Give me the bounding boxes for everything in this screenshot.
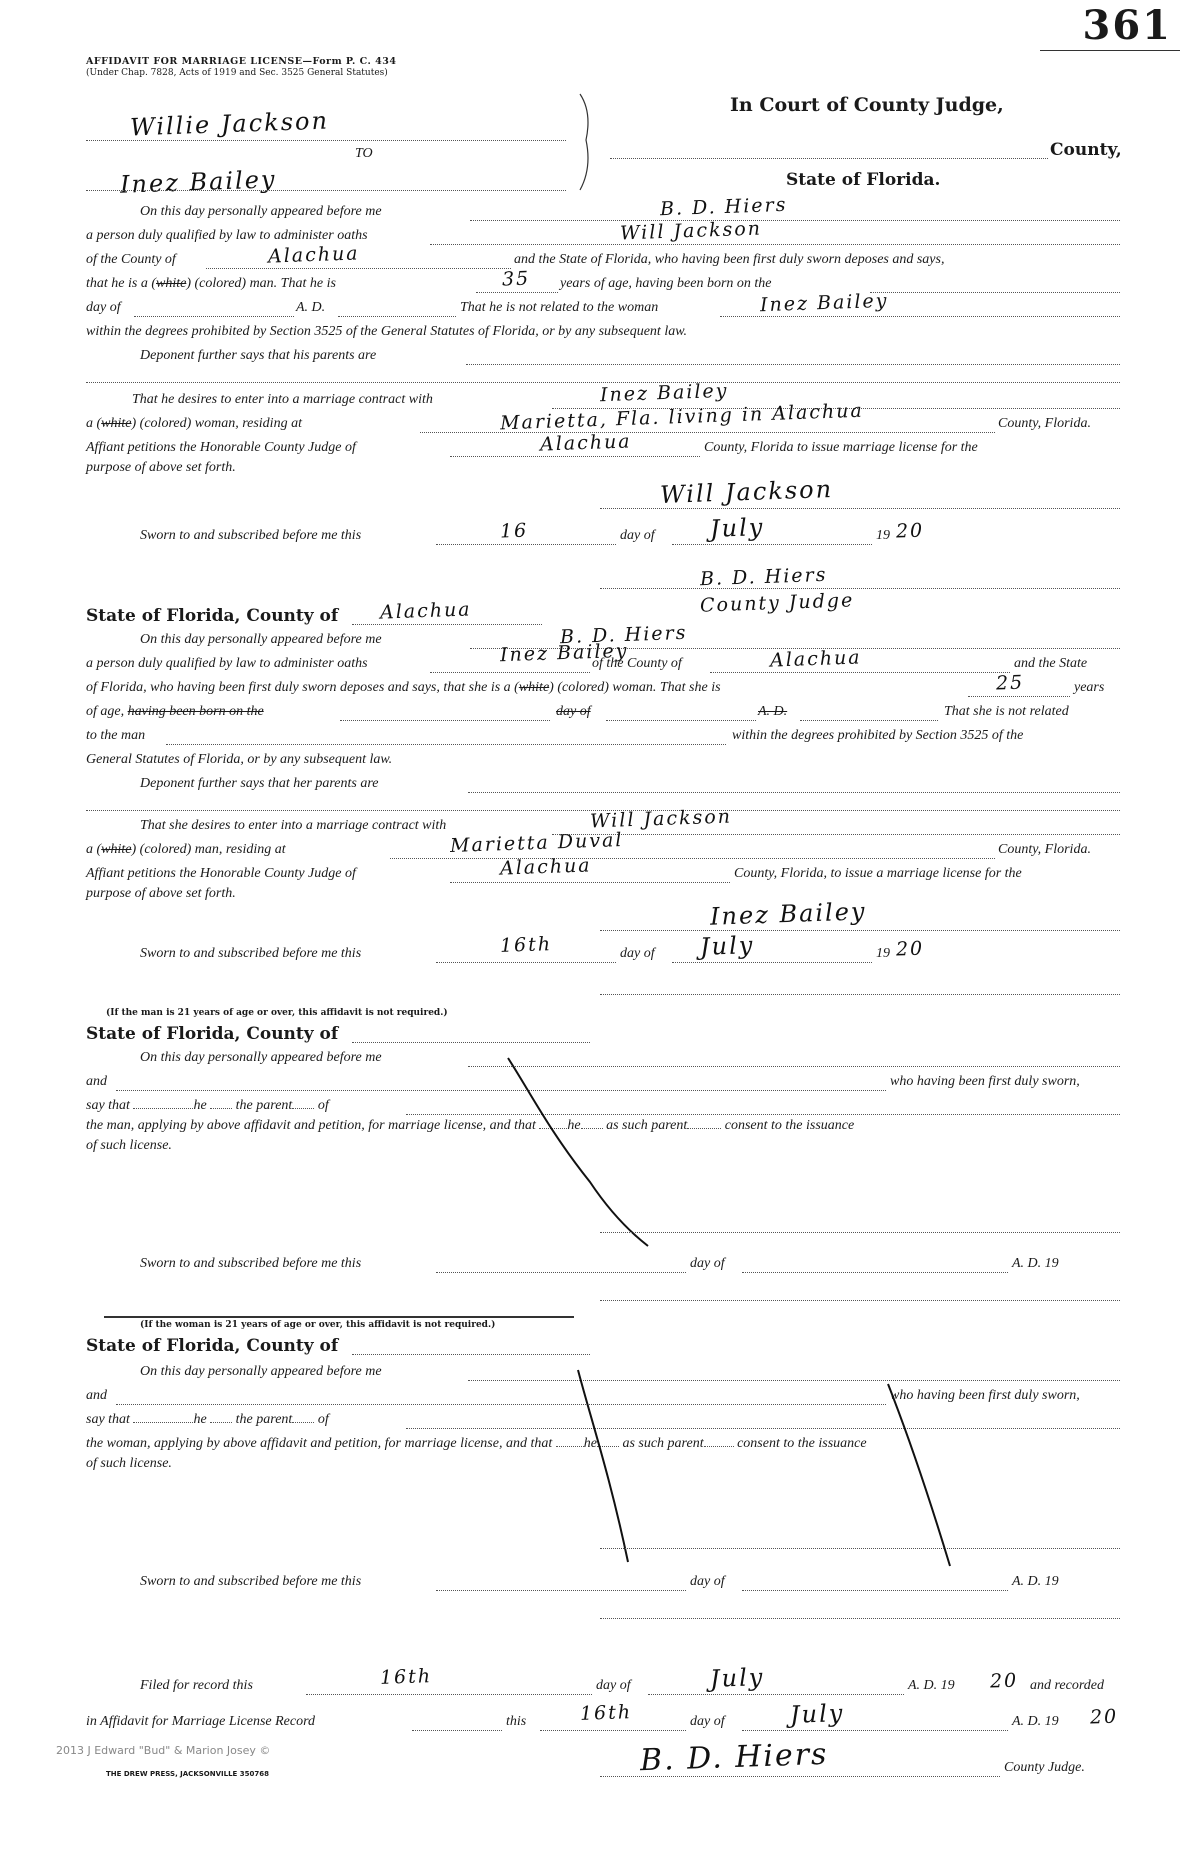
groom-residence: Marietta, Fla. living in Alachua — [499, 399, 865, 435]
groom-l5c: That he is not related to the woman — [460, 300, 659, 315]
bride-month: July — [699, 931, 755, 961]
bride-county: Alachua — [379, 598, 472, 624]
groom-line1 — [140, 204, 382, 220]
groom-l4b: ) (colored) man. That he is — [186, 276, 336, 291]
groom-l5b: A. D. — [296, 300, 326, 315]
filing-judge-line — [600, 1776, 1000, 1777]
bride-county2-line — [710, 672, 1010, 673]
bride-line4 — [86, 704, 264, 720]
groom-line4 — [86, 276, 336, 292]
parent-woman-judge-line — [600, 1618, 1120, 1619]
bride-line9 — [86, 842, 286, 858]
parent-woman-void-mark-1 — [570, 1366, 660, 1566]
bride-l5b: within the degrees prohibited by Section 3525 of the — [732, 728, 1024, 743]
groom-l9a: a ( — [86, 416, 102, 431]
groom-parents-line — [466, 364, 1120, 365]
parent-man-sworn: Sworn to and subscribed before me this — [140, 1256, 362, 1271]
bride-l8: That she desires to enter into a marriage contract with — [140, 818, 447, 833]
parent-woman-l1: On this day personally appeared before me — [140, 1364, 382, 1379]
parent-man-l3 — [86, 1098, 329, 1114]
parent-woman-l4 — [86, 1436, 867, 1452]
parent-woman-l3-gap3 — [292, 1422, 314, 1423]
groom-line — [86, 140, 566, 141]
bride-judge-county: Alachua — [499, 854, 592, 880]
filing-day2: 16th — [579, 1701, 633, 1725]
filing-l3: County Judge. — [1004, 1760, 1085, 1775]
to-label: TO — [355, 146, 373, 161]
parent-woman-l5: of such license. — [86, 1456, 172, 1471]
bride-sworn-day: 16th — [499, 933, 553, 957]
filing-l1d: and recorded — [1030, 1678, 1104, 1693]
bride-officer: B. D. Hiers — [559, 621, 688, 649]
parent-man-l3-gap3 — [292, 1108, 314, 1109]
bride-signature-line — [600, 930, 1120, 931]
bride-residence: Marietta Duval — [449, 828, 624, 858]
bride-l4b: day of — [556, 704, 591, 719]
court-heading: In Court of County Judge, — [730, 94, 1004, 116]
state-heading: State of Florida. — [786, 170, 941, 190]
bride-l3c: years — [1074, 680, 1105, 695]
parent-man-l4d: consent to the issuance — [724, 1118, 855, 1133]
parent-man-heading: State of Florida, County of — [86, 1024, 339, 1044]
groom-l10a: Affiant petitions the Honorable County Judge of — [86, 440, 356, 455]
bride-l11: purpose of above set forth. — [86, 886, 236, 901]
groom-sworn-day: 16 — [499, 519, 529, 543]
parent-woman-l3-gap1 — [133, 1422, 193, 1423]
parent-woman-l3 — [86, 1412, 329, 1428]
bride-born-line — [340, 720, 550, 721]
bride-l9a: a ( — [86, 842, 102, 857]
groom-month: July — [709, 513, 765, 543]
bride-man-line — [166, 744, 726, 745]
groom-judgecounty-line — [450, 456, 700, 457]
parent-man-l3-gap1 — [133, 1108, 193, 1109]
filing-day1: 16th — [379, 1665, 433, 1689]
filing-l1a: Filed for record this — [140, 1678, 253, 1693]
page-number-underline — [1040, 50, 1180, 51]
form-subtitle: (Under Chap. 7828, Acts of 1919 and Sec. 3525 General Statutes) — [86, 68, 388, 78]
groom-parents-line2 — [86, 382, 1120, 383]
groom-county-line — [206, 268, 511, 269]
groom-affiant-line — [430, 244, 1120, 245]
parent-woman-dayof: day of — [690, 1574, 725, 1589]
groom-l1-text: On this day personally appeared before me — [140, 204, 382, 219]
parent-woman-ad: A. D. 19 — [1012, 1574, 1059, 1589]
parent-man-note: (If the man is 21 years of age or over, this affidavit is not required.) — [106, 1008, 448, 1018]
parent-man-ad: A. D. 19 — [1012, 1256, 1059, 1271]
parent-man-l4 — [86, 1118, 854, 1134]
groom-name: Willie Jackson — [129, 106, 330, 142]
bride-residence-line — [390, 858, 995, 859]
filing-day2-line — [540, 1730, 686, 1731]
groom-sworn: Sworn to and subscribed before me this — [140, 528, 362, 543]
parent-man-sworn-line — [436, 1272, 686, 1273]
parent-woman-l4b: he — [583, 1436, 597, 1451]
bride-year-prefix: 19 — [876, 946, 890, 961]
parent-woman-l3d: of — [317, 1412, 329, 1427]
groom-year-prefix: 19 — [876, 528, 890, 543]
groom-county-label: of the County of — [86, 252, 176, 267]
filing-l2a: in Affidavit for Marriage License Record — [86, 1714, 316, 1729]
parent-man-l2b: who having been first duly sworn, — [890, 1074, 1080, 1089]
groom-white-strike2: white — [101, 416, 132, 431]
parent-man-l3a: say that — [86, 1098, 130, 1113]
bride-age: 25 — [995, 671, 1025, 695]
groom-line3b: and the State of Florida, who having been first duly sworn deposes and says, — [514, 252, 945, 267]
filing-l2a-line — [412, 1730, 502, 1731]
bride-l1: On this day personally appeared before me — [140, 632, 382, 647]
groom-affiant: Will Jackson — [619, 217, 763, 245]
groom-l4a: that he is a ( — [86, 276, 156, 291]
parent-man-l4c: as such parent — [606, 1118, 688, 1133]
bride-judgecounty-line — [450, 882, 730, 883]
bride-l3b: ) (colored) woman. That she is — [549, 680, 721, 695]
printer-mark: THE DREW PRESS, JACKSONVILLE 350768 — [106, 1770, 269, 1778]
parent-man-void-mark — [500, 1052, 660, 1252]
parent-woman-l3c: the parent — [235, 1412, 293, 1427]
bride-l4-strike: having been born on the — [127, 704, 264, 719]
groom-judge-signature: B. D. Hiers — [699, 563, 828, 591]
parent-woman-l4a: the woman, applying by above affidavit and petition, for marriage license, and that — [86, 1436, 553, 1451]
bride-contract-with: Will Jackson — [589, 805, 733, 833]
parent-woman-l3-gap2 — [210, 1422, 232, 1423]
form-title: AFFIDAVIT FOR MARRIAGE LICENSE—Form P. C. 434 — [86, 56, 397, 67]
filing-day1-line — [306, 1694, 592, 1695]
bride-l5a: to the man — [86, 728, 146, 743]
groom-l8: That he desires to enter into a marriage contract with — [132, 392, 433, 407]
filing-l2b: this — [506, 1714, 527, 1729]
groom-l9c: County, Florida. — [998, 416, 1091, 431]
bride-line3 — [86, 680, 721, 696]
filing-l1c: A. D. 19 — [908, 1678, 955, 1693]
county-label: County, — [1050, 140, 1122, 160]
bride-l10a: Affiant petitions the Honorable County Judge of — [86, 866, 356, 881]
groom-contract-with: Inez Bailey — [599, 379, 729, 407]
parent-man-l4b: he — [567, 1118, 581, 1133]
parent-man-county-line — [352, 1042, 590, 1043]
groom-l11: purpose of above set forth. — [86, 460, 236, 475]
filing-l2d: A. D. 19 — [1012, 1714, 1059, 1729]
parent-woman-month-line — [742, 1590, 1008, 1591]
groom-year: 20 — [895, 519, 925, 543]
groom-l4c: years of age, having been born on the — [560, 276, 772, 291]
groom-l7: Deponent further says that his parents are — [140, 348, 377, 363]
groom-l10b: County, Florida to issue marriage license for the — [704, 440, 978, 455]
bride-affiant-line — [430, 672, 590, 673]
parent-woman-sworn-line — [436, 1590, 686, 1591]
parent-man-l3b: he — [193, 1098, 207, 1113]
parent-woman-l2-line — [116, 1404, 886, 1405]
copyright: 2013 J Edward "Bud" & Marion Josey © — [56, 1744, 271, 1757]
parent-woman-sig-line — [600, 1548, 1120, 1549]
bride-l9c: County, Florida. — [998, 842, 1091, 857]
groom-woman: Inez Bailey — [759, 289, 889, 317]
bride-white-strike2: white — [101, 842, 132, 857]
parent-woman-void-mark-2 — [880, 1380, 970, 1570]
groom-signature: Will Jackson — [659, 474, 834, 510]
filing-judge-signature: B. D. Hiers — [639, 1736, 829, 1779]
parent-woman-l4-gap3 — [704, 1446, 734, 1447]
filing-l2c: day of — [690, 1714, 725, 1729]
groom-line2: a person duly qualified by law to administer oaths — [86, 228, 368, 243]
bride-dayof-line — [606, 720, 756, 721]
parent-woman-l1-line — [468, 1380, 1120, 1381]
groom-l6: within the degrees prohibited by Section 3525 of the General Statutes of Florida, or by any subsequent law. — [86, 324, 688, 339]
bride-l2c: and the State — [1014, 656, 1088, 671]
parent-man-l4a: the man, applying by above affidavit and petition, for marriage license, and that — [86, 1118, 536, 1133]
parent-woman-l2b: who having been first duly sworn, — [890, 1388, 1080, 1403]
bride-ad-line — [800, 720, 938, 721]
parent-man-l2a: and — [86, 1074, 107, 1089]
bride-l4c: A. D. — [758, 704, 788, 719]
groom-officer-line — [470, 220, 1120, 221]
groom-age: 35 — [501, 267, 531, 291]
name-bracket — [578, 92, 598, 192]
groom-judge-title: County Judge — [699, 589, 855, 617]
bride-county-line — [352, 624, 542, 625]
filing-month1-line — [648, 1694, 904, 1695]
groom-judge-line — [600, 588, 1120, 589]
parent-woman-county-line — [352, 1354, 590, 1355]
bride-parents-line — [468, 792, 1120, 793]
parent-woman-sworn: Sworn to and subscribed before me this — [140, 1574, 362, 1589]
county-line — [610, 158, 1048, 159]
groom-dayof: day of — [620, 528, 655, 543]
groom-white-strike: white — [156, 276, 187, 291]
parent-woman-note: (If the woman is 21 years of age or over, this affidavit is not required.) — [140, 1320, 496, 1330]
groom-l9b: ) (colored) woman, residing at — [131, 416, 302, 431]
filing-month1: July — [709, 1663, 765, 1693]
groom-line9 — [86, 416, 302, 432]
groom-officer: B. D. Hiers — [659, 193, 788, 221]
groom-signature-line — [600, 508, 1120, 509]
filing-l1b: day of — [596, 1678, 631, 1693]
parent-woman-l3a: say that — [86, 1412, 130, 1427]
parent-woman-l3-line — [406, 1428, 1120, 1429]
groom-age-line — [476, 292, 558, 293]
parent-woman-l4c: as such parent — [622, 1436, 704, 1451]
parent-woman-l3b: he — [193, 1412, 207, 1427]
bride-judge-line — [600, 994, 1120, 995]
parent-man-l3-gap2 — [210, 1108, 232, 1109]
page-number: 361 — [1082, 2, 1172, 49]
filing-month2-line — [742, 1730, 1008, 1731]
bride-l2a: a person duly qualified by law to administer oaths — [86, 656, 368, 671]
filing-month2: July — [789, 1699, 845, 1729]
bride-sworn: Sworn to and subscribed before me this — [140, 946, 362, 961]
bride-white-strike: white — [518, 680, 550, 695]
bride-l6: General Statutes of Florida, or by any subsequent law. — [86, 752, 393, 767]
bride-name: Inez Bailey — [119, 165, 277, 199]
groom-dayof-line — [134, 316, 294, 317]
filing-year1: 20 — [989, 1669, 1019, 1693]
parent-man-l5: of such license. — [86, 1138, 172, 1153]
groom-l5a: day of — [86, 300, 121, 315]
bride-dayof: day of — [620, 946, 655, 961]
groom-woman-line — [720, 316, 1120, 317]
groom-county: Alachua — [267, 242, 360, 268]
bride-l4a: of age, — [86, 704, 125, 719]
bride-line — [86, 190, 566, 191]
bride-year: 20 — [895, 937, 925, 961]
parent-woman-l2a: and — [86, 1388, 107, 1403]
groom-month-line — [672, 544, 872, 545]
bride-l2b: of the County of — [592, 656, 682, 671]
groom-ad-line — [338, 316, 456, 317]
groom-judge-county: Alachua — [539, 430, 632, 456]
bride-age-line — [968, 696, 1070, 697]
parent-woman-heading: State of Florida, County of — [86, 1336, 339, 1356]
bride-state-heading: State of Florida, County of — [86, 606, 339, 626]
bride-l7: Deponent further says that her parents are — [140, 776, 379, 791]
parent-man-l3c: the parent — [235, 1098, 293, 1113]
groom-sworn-day-line — [436, 544, 616, 545]
parent-woman-rule — [104, 1316, 574, 1318]
parent-man-month-line — [742, 1272, 1008, 1273]
bride-signature: Inez Bailey — [709, 897, 867, 931]
bride-county2: Alachua — [769, 646, 862, 672]
bride-month-line — [672, 962, 872, 963]
bride-l3a: of Florida, who having been first duly sworn deposes and says, that she is a ( — [86, 680, 519, 695]
parent-man-judge-line — [600, 1300, 1120, 1301]
parent-man-l1: On this day personally appeared before me — [140, 1050, 382, 1065]
bride-l10b: County, Florida, to issue a marriage license for the — [734, 866, 1022, 881]
parent-woman-l4d: consent to the issuance — [737, 1436, 867, 1451]
parent-man-l4-gap3 — [687, 1128, 721, 1129]
parent-man-l3d: of — [317, 1098, 329, 1113]
bride-sworn-day-line — [436, 962, 616, 963]
filing-year2: 20 — [1089, 1705, 1119, 1729]
bride-l4d: That she is not related — [944, 704, 1069, 719]
parent-man-sig-line — [600, 1232, 1120, 1233]
bride-l9b: ) (colored) man, residing at — [131, 842, 286, 857]
bride-affiant: Inez Bailey — [499, 639, 629, 667]
parent-man-dayof: day of — [690, 1256, 725, 1271]
bride-contract-line — [552, 834, 1120, 835]
groom-born-line — [870, 292, 1120, 293]
